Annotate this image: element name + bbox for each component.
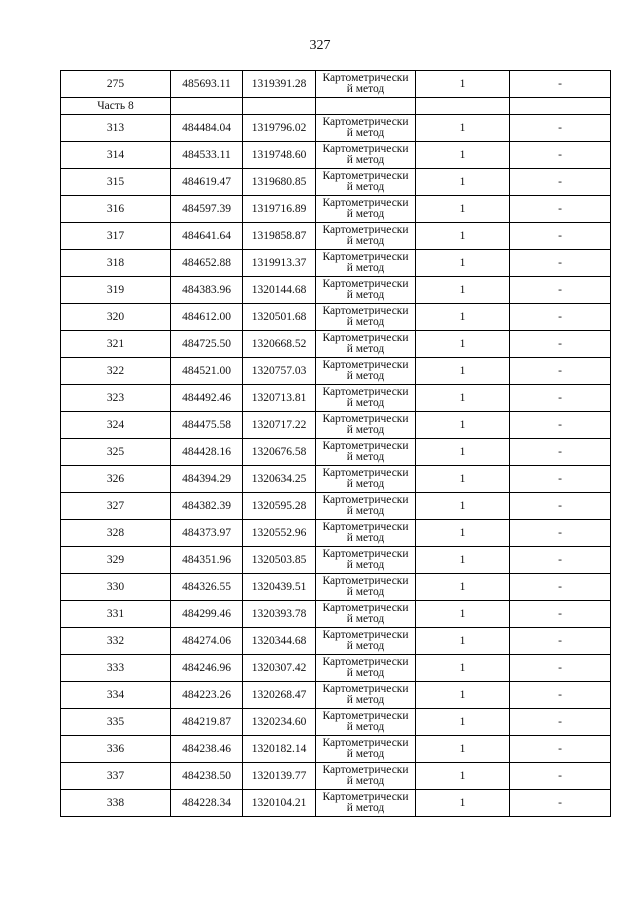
accuracy: 1	[416, 412, 510, 439]
point-number: 335	[61, 709, 171, 736]
method-cell	[316, 439, 416, 466]
note: -	[510, 736, 611, 763]
coord-x: 484228.34	[171, 790, 243, 817]
method-line-1: Картометрически	[322, 197, 409, 209]
method-cell	[316, 736, 416, 763]
coord-x: 484383.96	[171, 277, 243, 304]
coord-y: 1320144.68	[243, 277, 316, 304]
empty-cell	[316, 98, 416, 115]
accuracy: 1	[416, 331, 510, 358]
coord-y: 1320713.81	[243, 385, 316, 412]
method-line-1: Картометрически	[322, 251, 409, 263]
method-line-1: Картометрически	[322, 332, 409, 344]
coord-y: 1320139.77	[243, 763, 316, 790]
method-cell	[316, 331, 416, 358]
coord-y: 1320393.78	[243, 601, 316, 628]
point-number: 323	[61, 385, 171, 412]
note: -	[510, 250, 611, 277]
method-line-2: й метод	[346, 478, 385, 490]
table-row	[61, 304, 611, 331]
point-number: 325	[61, 439, 171, 466]
coord-x: 484619.47	[171, 169, 243, 196]
note: -	[510, 331, 611, 358]
table-row	[61, 115, 611, 142]
method-line-2: й метод	[346, 127, 385, 139]
method-cell	[316, 71, 416, 98]
method-cell	[316, 547, 416, 574]
note: -	[510, 304, 611, 331]
point-number: 275	[61, 71, 171, 98]
empty-cell	[416, 98, 510, 115]
coord-y: 1320634.25	[243, 466, 316, 493]
accuracy: 1	[416, 439, 510, 466]
coord-x: 484641.64	[171, 223, 243, 250]
coord-x: 484612.00	[171, 304, 243, 331]
note: -	[510, 277, 611, 304]
method-cell	[316, 601, 416, 628]
coordinates-table	[60, 70, 611, 817]
coord-y: 1319716.89	[243, 196, 316, 223]
method-line-2: й метод	[346, 154, 385, 166]
table-row	[61, 142, 611, 169]
method-line-1: Картометрически	[322, 494, 409, 506]
method-line-2: й метод	[346, 316, 385, 328]
accuracy: 1	[416, 736, 510, 763]
point-number: 331	[61, 601, 171, 628]
method-line-1: Картометрически	[322, 764, 409, 776]
coord-x: 484238.46	[171, 736, 243, 763]
coord-y: 1320344.68	[243, 628, 316, 655]
point-number: 330	[61, 574, 171, 601]
accuracy: 1	[416, 71, 510, 98]
point-number: 318	[61, 250, 171, 277]
method-line-2: й метод	[346, 721, 385, 733]
point-number: 324	[61, 412, 171, 439]
note: -	[510, 223, 611, 250]
method-line-2: й метод	[346, 748, 385, 760]
coord-x: 484725.50	[171, 331, 243, 358]
coord-y: 1320307.42	[243, 655, 316, 682]
accuracy: 1	[416, 709, 510, 736]
coord-y: 1320717.22	[243, 412, 316, 439]
method-line-1: Картометрически	[322, 791, 409, 803]
note: -	[510, 520, 611, 547]
method-line-1: Картометрически	[322, 602, 409, 614]
table-row	[61, 682, 611, 709]
note: -	[510, 71, 611, 98]
note: -	[510, 169, 611, 196]
accuracy: 1	[416, 628, 510, 655]
coord-y: 1320439.51	[243, 574, 316, 601]
coord-x: 485693.11	[171, 71, 243, 98]
coord-x: 484521.00	[171, 358, 243, 385]
point-number: 314	[61, 142, 171, 169]
accuracy: 1	[416, 277, 510, 304]
note: -	[510, 790, 611, 817]
table-row	[61, 790, 611, 817]
coord-x: 484475.58	[171, 412, 243, 439]
coord-y: 1319748.60	[243, 142, 316, 169]
coord-x: 484533.11	[171, 142, 243, 169]
method-line-1: Картометрически	[322, 143, 409, 155]
coord-x: 484394.29	[171, 466, 243, 493]
table-row	[61, 520, 611, 547]
coord-y: 1320676.58	[243, 439, 316, 466]
point-number: 317	[61, 223, 171, 250]
point-number: 321	[61, 331, 171, 358]
method-line-2: й метод	[346, 83, 385, 95]
note: -	[510, 763, 611, 790]
accuracy: 1	[416, 763, 510, 790]
method-cell	[316, 655, 416, 682]
method-line-1: Картометрически	[322, 440, 409, 452]
coord-x: 484238.50	[171, 763, 243, 790]
point-number: 334	[61, 682, 171, 709]
coord-y: 1320501.68	[243, 304, 316, 331]
method-line-1: Картометрически	[322, 278, 409, 290]
method-line-2: й метод	[346, 343, 385, 355]
coord-y: 1319858.87	[243, 223, 316, 250]
coord-x: 484652.88	[171, 250, 243, 277]
table-row	[61, 493, 611, 520]
method-line-2: й метод	[346, 397, 385, 409]
table-row	[61, 250, 611, 277]
table-row	[61, 736, 611, 763]
method-line-1: Картометрически	[322, 467, 409, 479]
method-line-2: й метод	[346, 289, 385, 301]
method-line-1: Картометрически	[322, 413, 409, 425]
method-line-2: й метод	[346, 775, 385, 787]
accuracy: 1	[416, 358, 510, 385]
point-number: 320	[61, 304, 171, 331]
coordinates-table-body	[61, 71, 611, 817]
method-line-1: Картометрически	[322, 548, 409, 560]
point-number: 316	[61, 196, 171, 223]
accuracy: 1	[416, 574, 510, 601]
method-line-2: й метод	[346, 235, 385, 247]
accuracy: 1	[416, 493, 510, 520]
coord-x: 484428.16	[171, 439, 243, 466]
note: -	[510, 142, 611, 169]
table-row	[61, 547, 611, 574]
coord-y: 1319391.28	[243, 71, 316, 98]
table-row	[61, 71, 611, 98]
accuracy: 1	[416, 304, 510, 331]
point-number: 327	[61, 493, 171, 520]
method-cell	[316, 790, 416, 817]
method-cell	[316, 358, 416, 385]
method-line-1: Картометрически	[322, 521, 409, 533]
coord-y: 1320182.14	[243, 736, 316, 763]
point-number: 329	[61, 547, 171, 574]
coord-y: 1320668.52	[243, 331, 316, 358]
method-cell	[316, 682, 416, 709]
method-cell	[316, 709, 416, 736]
method-cell	[316, 520, 416, 547]
note: -	[510, 655, 611, 682]
note: -	[510, 412, 611, 439]
coord-x: 484326.55	[171, 574, 243, 601]
accuracy: 1	[416, 250, 510, 277]
method-cell	[316, 142, 416, 169]
table-row	[61, 385, 611, 412]
accuracy: 1	[416, 115, 510, 142]
coord-x: 484373.97	[171, 520, 243, 547]
table-row	[61, 763, 611, 790]
table-row	[61, 196, 611, 223]
method-line-2: й метод	[346, 694, 385, 706]
coord-x: 484246.96	[171, 655, 243, 682]
empty-cell	[171, 98, 243, 115]
coord-y: 1320503.85	[243, 547, 316, 574]
method-cell	[316, 574, 416, 601]
method-line-1: Картометрически	[322, 386, 409, 398]
accuracy: 1	[416, 223, 510, 250]
method-line-2: й метод	[346, 208, 385, 220]
method-line-1: Картометрически	[322, 683, 409, 695]
point-number: 326	[61, 466, 171, 493]
table-row	[61, 655, 611, 682]
accuracy: 1	[416, 520, 510, 547]
method-line-2: й метод	[346, 262, 385, 274]
method-line-1: Картометрически	[322, 575, 409, 587]
coord-x: 484351.96	[171, 547, 243, 574]
method-line-2: й метод	[346, 667, 385, 679]
note: -	[510, 358, 611, 385]
method-cell	[316, 196, 416, 223]
table-row	[61, 277, 611, 304]
coord-x: 484382.39	[171, 493, 243, 520]
point-number: 315	[61, 169, 171, 196]
point-number: 336	[61, 736, 171, 763]
table-row	[61, 628, 611, 655]
accuracy: 1	[416, 169, 510, 196]
method-line-2: й метод	[346, 505, 385, 517]
accuracy: 1	[416, 682, 510, 709]
method-cell	[316, 223, 416, 250]
point-number: 319	[61, 277, 171, 304]
coord-y: 1320595.28	[243, 493, 316, 520]
method-cell	[316, 277, 416, 304]
table-row	[61, 601, 611, 628]
point-number: 328	[61, 520, 171, 547]
method-cell	[316, 493, 416, 520]
method-line-2: й метод	[346, 532, 385, 544]
empty-cell	[243, 98, 316, 115]
method-line-2: й метод	[346, 181, 385, 193]
point-number: 313	[61, 115, 171, 142]
table-row	[61, 412, 611, 439]
method-line-1: Картометрически	[322, 116, 409, 128]
method-line-1: Картометрически	[322, 656, 409, 668]
method-line-2: й метод	[346, 640, 385, 652]
method-line-1: Картометрически	[322, 359, 409, 371]
part-label: Часть 8	[61, 98, 171, 115]
coord-y: 1320268.47	[243, 682, 316, 709]
accuracy: 1	[416, 790, 510, 817]
method-line-2: й метод	[346, 370, 385, 382]
note: -	[510, 601, 611, 628]
coord-x: 484274.06	[171, 628, 243, 655]
method-line-2: й метод	[346, 802, 385, 814]
method-line-2: й метод	[346, 424, 385, 436]
accuracy: 1	[416, 466, 510, 493]
accuracy: 1	[416, 655, 510, 682]
note: -	[510, 196, 611, 223]
coord-x: 484219.87	[171, 709, 243, 736]
accuracy: 1	[416, 142, 510, 169]
note: -	[510, 628, 611, 655]
table-row	[61, 574, 611, 601]
method-cell	[316, 763, 416, 790]
point-number: 322	[61, 358, 171, 385]
note: -	[510, 682, 611, 709]
method-line-2: й метод	[346, 559, 385, 571]
note: -	[510, 115, 611, 142]
empty-cell	[510, 98, 611, 115]
note: -	[510, 385, 611, 412]
coord-x: 484223.26	[171, 682, 243, 709]
point-number: 332	[61, 628, 171, 655]
method-cell	[316, 115, 416, 142]
method-cell	[316, 412, 416, 439]
method-line-2: й метод	[346, 451, 385, 463]
table-row	[61, 223, 611, 250]
coord-y: 1319680.85	[243, 169, 316, 196]
method-cell	[316, 304, 416, 331]
part-header-row	[61, 98, 611, 115]
accuracy: 1	[416, 385, 510, 412]
table-row	[61, 709, 611, 736]
method-line-1: Картометрически	[322, 170, 409, 182]
method-line-1: Картометрически	[322, 710, 409, 722]
point-number: 333	[61, 655, 171, 682]
method-line-1: Картометрически	[322, 305, 409, 317]
coord-y: 1319913.37	[243, 250, 316, 277]
coord-y: 1320234.60	[243, 709, 316, 736]
coord-x: 484299.46	[171, 601, 243, 628]
method-line-2: й метод	[346, 586, 385, 598]
table-row	[61, 358, 611, 385]
coord-y: 1320552.96	[243, 520, 316, 547]
method-line-1: Картометрически	[322, 224, 409, 236]
method-line-1: Картометрически	[322, 629, 409, 641]
coord-y: 1320757.03	[243, 358, 316, 385]
table-row	[61, 439, 611, 466]
method-cell	[316, 169, 416, 196]
note: -	[510, 466, 611, 493]
note: -	[510, 709, 611, 736]
table-row	[61, 331, 611, 358]
accuracy: 1	[416, 547, 510, 574]
point-number: 338	[61, 790, 171, 817]
accuracy: 1	[416, 196, 510, 223]
note: -	[510, 547, 611, 574]
coord-x: 484597.39	[171, 196, 243, 223]
note: -	[510, 493, 611, 520]
method-line-1: Картометрически	[322, 737, 409, 749]
coord-y: 1320104.21	[243, 790, 316, 817]
table-row	[61, 169, 611, 196]
method-cell	[316, 628, 416, 655]
coord-x: 484492.46	[171, 385, 243, 412]
method-cell	[316, 385, 416, 412]
method-line-1: Картометрически	[322, 72, 409, 84]
method-cell	[316, 466, 416, 493]
method-cell	[316, 250, 416, 277]
page-number: 327	[309, 38, 331, 53]
table-row	[61, 466, 611, 493]
method-line-2: й метод	[346, 613, 385, 625]
note: -	[510, 574, 611, 601]
coord-y: 1319796.02	[243, 115, 316, 142]
point-number: 337	[61, 763, 171, 790]
coord-x: 484484.04	[171, 115, 243, 142]
note: -	[510, 439, 611, 466]
accuracy: 1	[416, 601, 510, 628]
